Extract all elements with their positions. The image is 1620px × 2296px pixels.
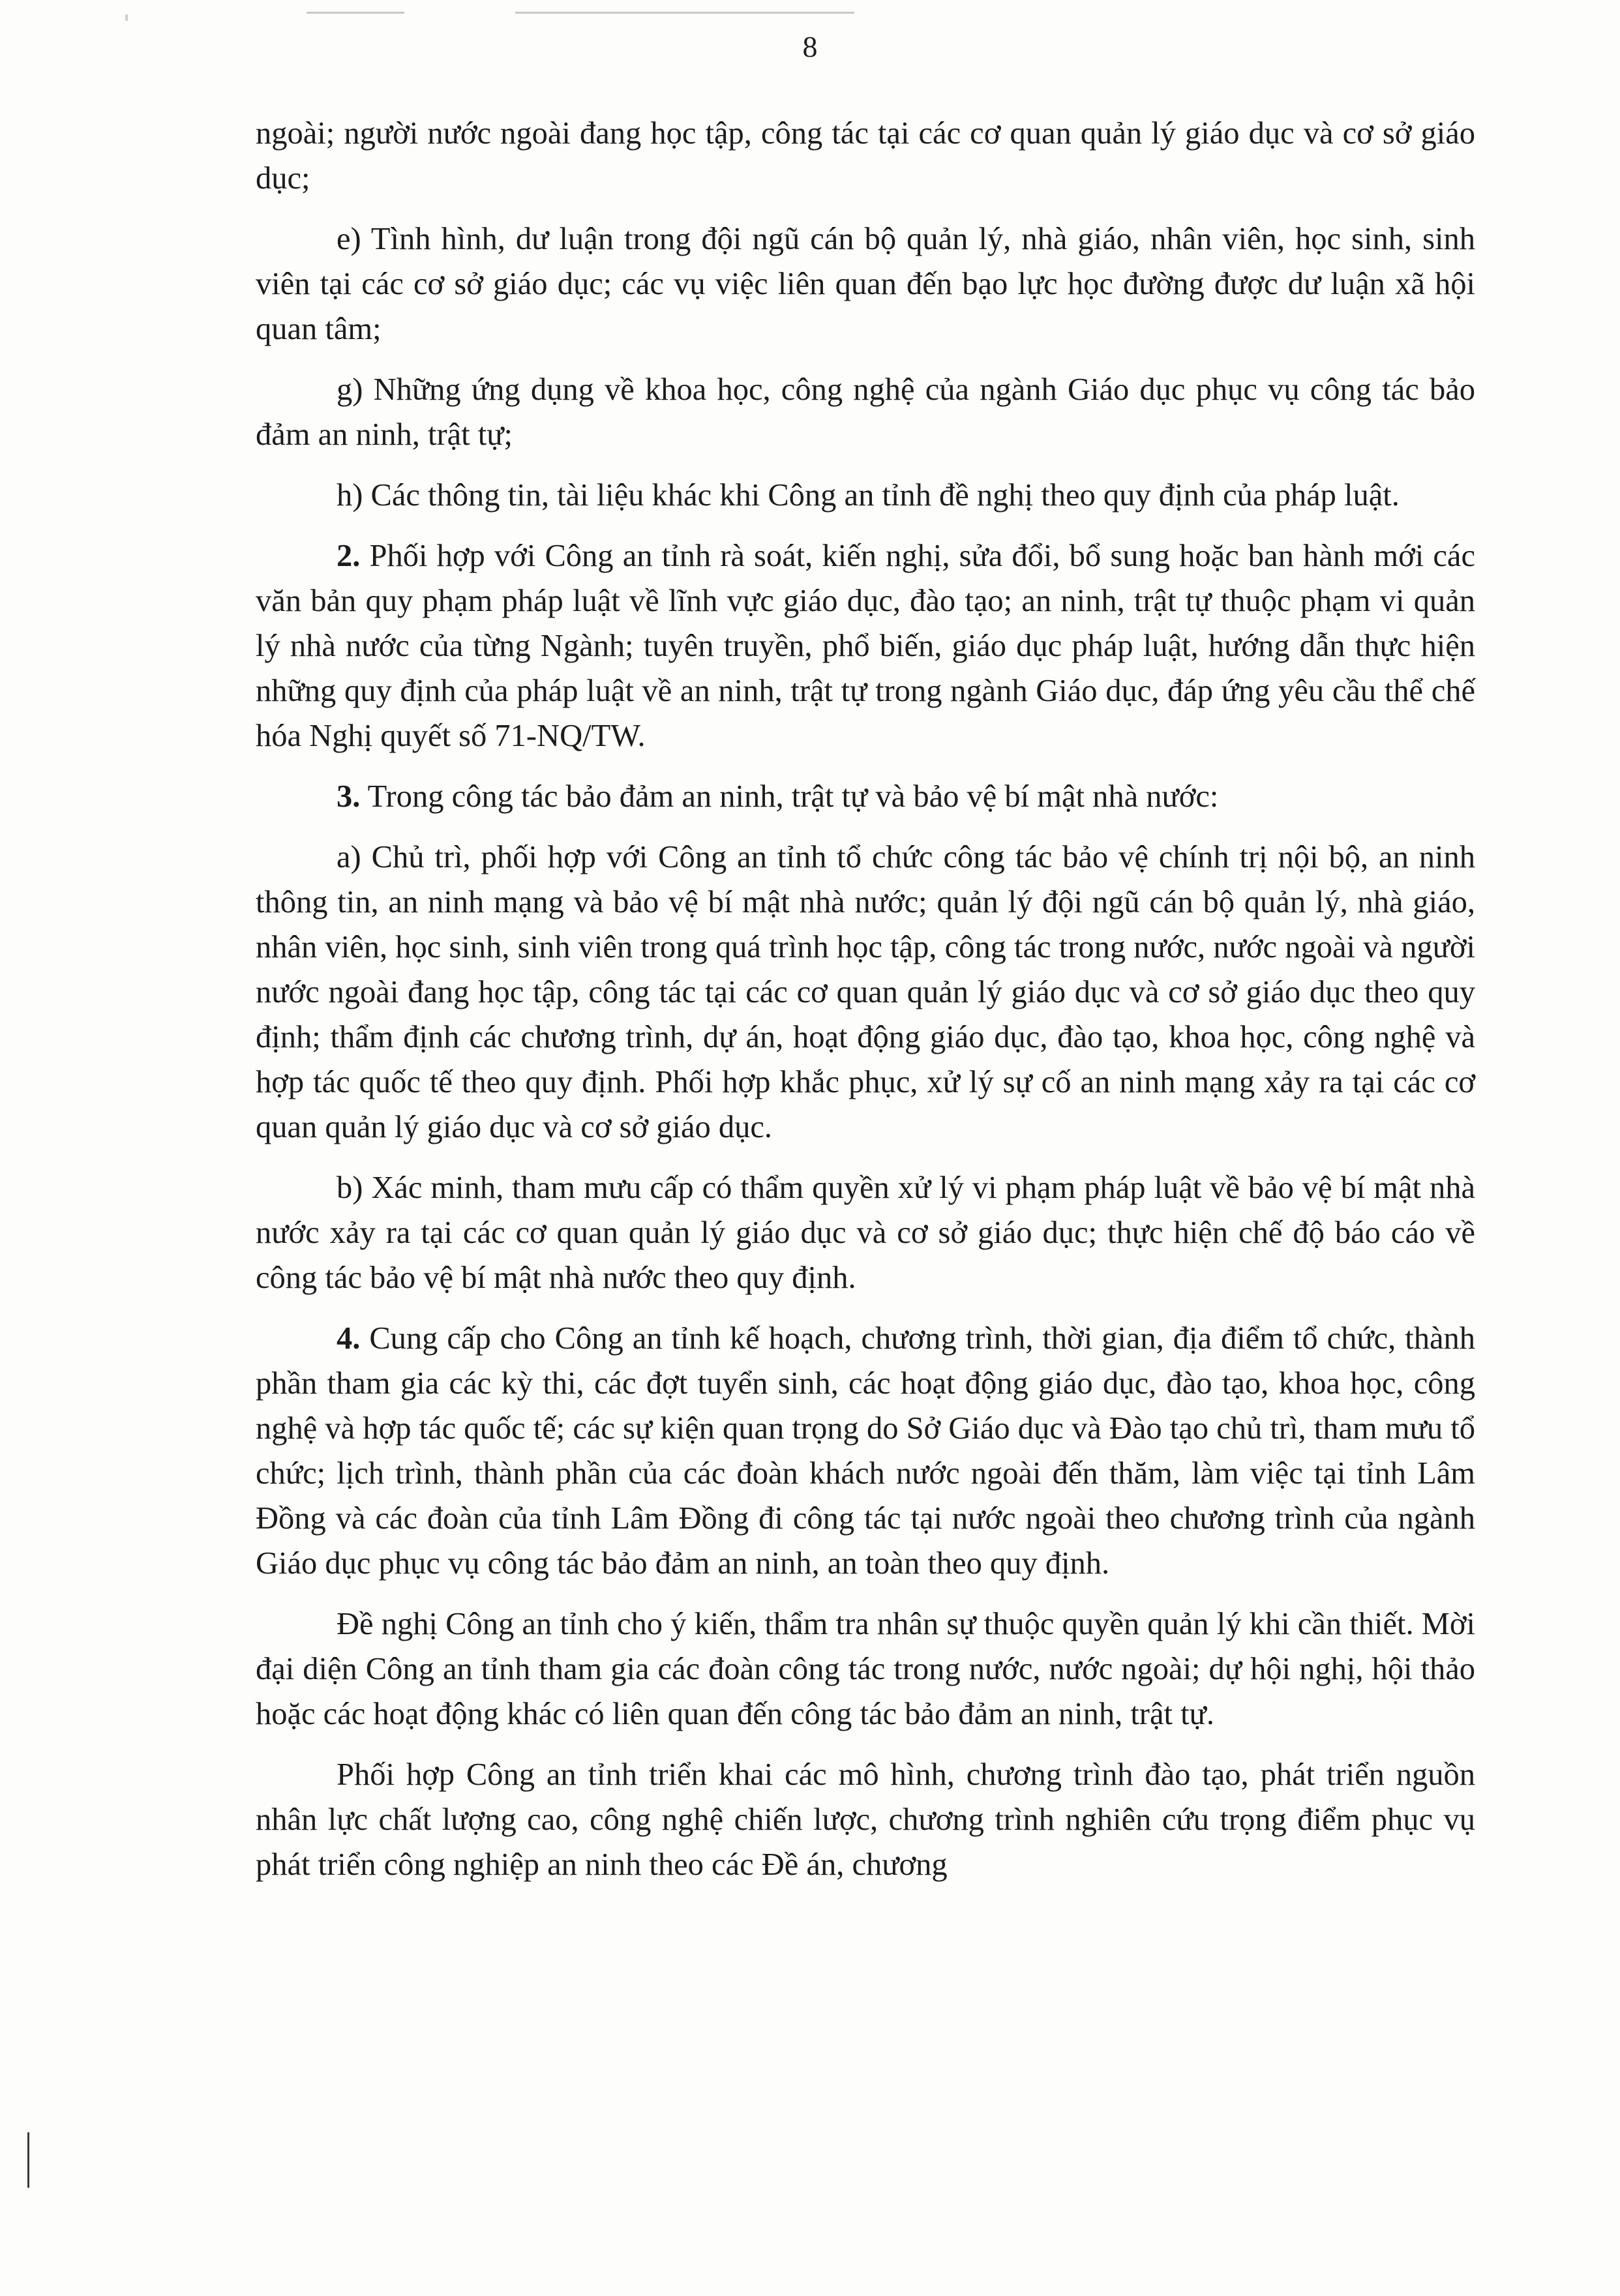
paragraph-section-2 [256, 533, 1475, 758]
section-number: 2. [337, 539, 361, 573]
paragraph-coordination: Phối hợp Công an tỉnh triển khai các mô hình, chương trình đào tạo, phát triển nguồn nhân lực chất lượng cao, công nghệ chiến lược, chương trình nghiên cứu trọng điểm phục vụ phát triển công nghiệp an ninh theo các Đề án, chương [256, 1757, 1475, 1882]
paragraph-request: Đề nghị Công an tỉnh cho ý kiến, thẩm tra nhân sự thuộc quyền quản lý khi cần thiết. Mời đại diện Công an tỉnh tham gia các đoàn công tác trong nước, nước ngoài; dự hội nghị, hội thảo hoặc các hoạt động khác có liên quan đến công tác bảo đảm an ninh, trật tự. [256, 1607, 1475, 1731]
paragraph-text: Trong công tác bảo đảm an ninh, trật tự và bảo vệ bí mật nhà nước: [360, 779, 1219, 814]
paragraph-section-3 [256, 774, 1475, 819]
document-body [256, 111, 1475, 1900]
paragraph-item-h: h) Các thông tin, tài liệu khác khi Công an tỉnh đề nghị theo quy định của pháp luật. [337, 478, 1400, 513]
paragraph-continuation: ngoài; người nước ngoài đang học tập, công tác tại các cơ quan quản lý giáo dục và cơ sở giáo dục; [256, 116, 1475, 196]
page-number: 8 [802, 30, 818, 63]
scan-artifact [307, 12, 404, 14]
paragraph-item-e: e) Tình hình, dư luận trong đội ngũ cán bộ quản lý, nhà giáo, nhân viên, học sinh, sinh viên tại các cơ sở giáo dục; các vụ việc liên quan đến bạo lực học đường được dư luận xã hội quan tâm; [256, 222, 1475, 346]
scan-artifact [125, 14, 128, 21]
section-number: 3. [337, 779, 361, 814]
margin-mark [27, 2132, 29, 2188]
paragraph-item-a: a) Chủ trì, phối hợp với Công an tỉnh tổ chức công tác bảo vệ chính trị nội bộ, an ninh thông tin, an ninh mạng và bảo vệ bí mật nhà nước; quản lý đội ngũ cán bộ quản lý, nhà giáo, nhân viên, học sinh, sinh viên trong quá trình học tập, công tác trong nước, nước ngoài và người nước ngoài đang học tập, công tác tại các cơ quan quản lý giáo dục và cơ sở giáo dục theo quy định; thẩm định các chương trình, dự án, hoạt động giáo dục, đào tạo, khoa học, công nghệ và hợp tác quốc tế theo quy định. Phối hợp khắc phục, xử lý sự cố an ninh mạng xảy ra tại các cơ quan quản lý giáo dục và cơ sở giáo dục. [256, 840, 1475, 1144]
paragraph-item-g: g) Những ứng dụng về khoa học, công nghệ của ngành Giáo dục phục vụ công tác bảo đảm an ninh, trật tự; [256, 372, 1475, 452]
paragraph-text: Cung cấp cho Công an tỉnh kế hoạch, chương trình, thời gian, địa điểm tổ chức, thành phần tham gia các kỳ thi, các đợt tuyển sinh, các hoạt động giáo dục, đào tạo, khoa học, công nghệ và hợp tác quốc tế; các sự kiện quan trọng do Sở Giáo dục và Đào tạo chủ trì, tham mưu tổ chức; lịch trình, thành phần của các đoàn khách nước ngoài đến thăm, làm việc tại tỉnh Lâm Đồng và các đoàn của tỉnh Lâm Đồng đi công tác tại nước ngoài theo chương trình của ngành Giáo dục phục vụ công tác bảo đảm an ninh, an toàn theo quy định. [256, 1321, 1475, 1581]
paragraph-item-b: b) Xác minh, tham mưu cấp có thẩm quyền xử lý vi phạm pháp luật về bảo vệ bí mật nhà nước xảy ra tại các cơ quan quản lý giáo dục và cơ sở giáo dục; thực hiện chế độ báo cáo về công tác bảo vệ bí mật nhà nước theo quy định. [256, 1170, 1475, 1295]
paragraph-text: Phối hợp với Công an tỉnh rà soát, kiến nghị, sửa đổi, bổ sung hoặc ban hành mới các văn bản quy phạm pháp luật về lĩnh vực giáo dục, đào tạo; an ninh, trật tự thuộc phạm vi quản lý nhà nước của từng Ngành; tuyên truyền, phổ biến, giáo dục pháp luật, hướng dẫn thực hiện những quy định của pháp luật về an ninh, trật tự trong ngành Giáo dục, đáp ứng yêu cầu thể chế hóa Nghị quyết số 71-NQ/TW. [256, 539, 1475, 753]
paragraph-section-4 [256, 1316, 1475, 1586]
section-number: 4. [337, 1321, 361, 1356]
scan-artifact [515, 12, 854, 14]
